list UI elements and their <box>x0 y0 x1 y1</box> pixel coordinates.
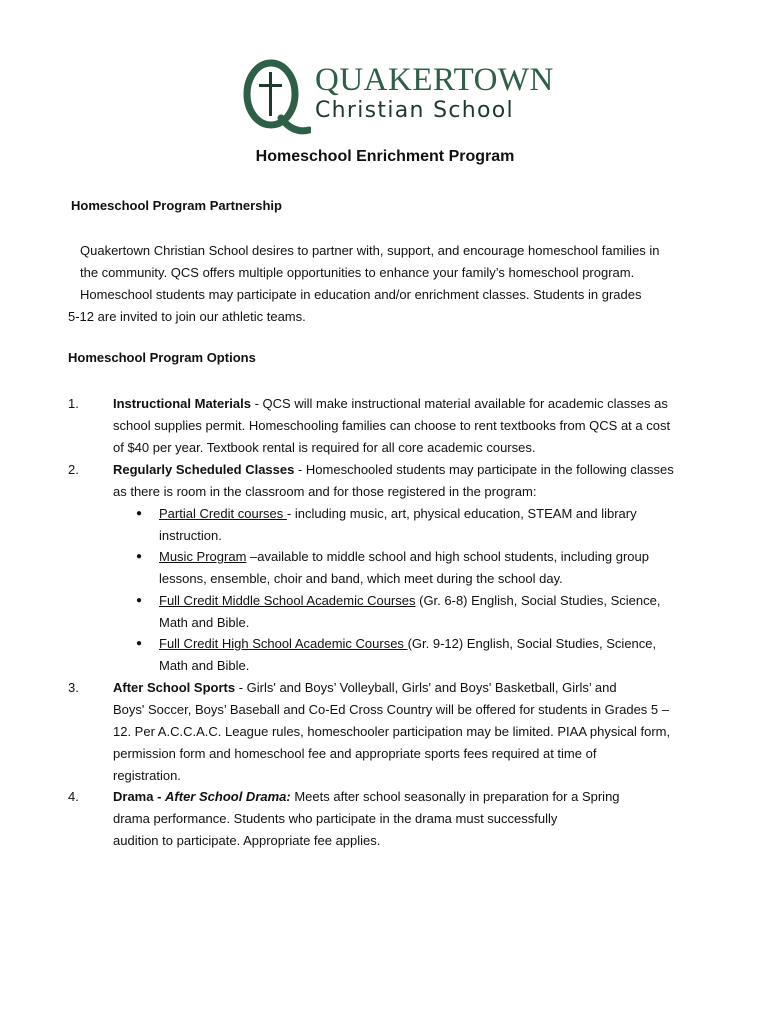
bullet-text-line: Math and Bible. <box>159 658 250 673</box>
item-label: After School Sports <box>113 680 236 695</box>
high-school-courses-link[interactable]: Full Credit High School Academic Courses <box>159 636 408 651</box>
item-text-line: registration. <box>113 768 181 783</box>
bullet-text-line: Math and Bible. <box>159 615 250 630</box>
item-label-italic: After School Drama: <box>165 789 291 804</box>
item-text: Meets after school seasonally in preparation for a Spring <box>290 789 620 804</box>
item-text-line: drama performance. Students who participate in the drama must successfully <box>113 811 558 826</box>
page-title: Homeschool Enrichment Program <box>255 148 515 165</box>
item-text-line: 12. Per A.C.C.A.C. League rules, homeschooler participation may be limited. PIAA physical form, <box>113 724 671 739</box>
logo-name-line1: QUAKERTOWN <box>315 62 554 98</box>
bullet-text-line: instruction. <box>159 528 222 543</box>
bullet-text: (Gr. 6-8) English, Social Studies, Science, <box>415 593 661 608</box>
item-number: 3. <box>68 680 79 695</box>
partial-credit-link[interactable]: Partial Credit courses <box>159 506 287 521</box>
item-text: - Girls' and Boys’ Volleyball, Girls' and Boys' Basketball, Girls’ and <box>235 680 617 695</box>
item-text: - Homeschooled students may participate in the following classes <box>294 462 674 477</box>
section-heading-options: Homeschool Program Options <box>68 350 256 365</box>
paragraph-line: Quakertown Christian School desires to partner with, support, and encourage homeschool families in <box>80 243 660 258</box>
bullet-text: - including music, art, physical education, STEAM and library <box>286 506 637 521</box>
music-program-link[interactable]: Music Program <box>159 549 247 564</box>
school-logo <box>241 58 554 136</box>
logo-name-line2: Christian School <box>315 98 514 123</box>
item-text-line: Boys' Soccer, Boys’ Baseball and Co-Ed Cross Country will be offered for students in Grades 5 – <box>113 702 669 717</box>
bullet-icon: ● <box>136 551 143 562</box>
paragraph-line: Homeschool students may participate in education and/or enrichment classes. Students in grades <box>80 287 642 302</box>
item-text-line: permission form and homeschool fee and appropriate sports fees required at time of <box>113 746 597 761</box>
section-heading-partnership: Homeschool Program Partnership <box>71 198 282 213</box>
item-number: 1. <box>68 396 79 411</box>
item-label: Instructional Materials <box>113 396 251 411</box>
item-text: - QCS will make instructional material available for academic classes as <box>250 396 668 411</box>
middle-school-courses-link[interactable]: Full Credit Middle School Academic Courses <box>159 593 416 608</box>
cross-q-emblem-icon <box>241 58 311 136</box>
item-text-line: as there is room in the classroom and for those registered in the program: <box>113 484 537 499</box>
bullet-icon: ● <box>136 638 143 649</box>
bullet-text: –available to middle school and high school students, including group <box>246 549 649 564</box>
paragraph-line: the community. QCS offers multiple opportunities to enhance your family’s homeschool program. <box>80 265 635 280</box>
item-text-line: audition to participate. Appropriate fee applies. <box>113 833 381 848</box>
item-label: Drama - <box>113 789 166 804</box>
item-text-line: school supplies permit. Homeschooling families can choose to rent textbooks from QCS at a cost <box>113 418 671 433</box>
item-label: Regularly Scheduled Classes <box>113 462 295 477</box>
bullet-text-line: lessons, ensemble, choir and band, which meet during the school day. <box>159 571 563 586</box>
item-number: 2. <box>68 462 79 477</box>
paragraph-line: 5-12 are invited to join our athletic teams. <box>68 309 306 324</box>
item-number: 4. <box>68 789 79 804</box>
item-text-line: of $40 per year. Textbook rental is required for all core academic courses. <box>113 440 536 455</box>
bullet-icon: ● <box>136 508 143 519</box>
bullet-text: (Gr. 9-12) English, Social Studies, Science, <box>407 636 657 651</box>
bullet-icon: ● <box>136 595 143 606</box>
partnership-paragraph <box>68 240 728 328</box>
